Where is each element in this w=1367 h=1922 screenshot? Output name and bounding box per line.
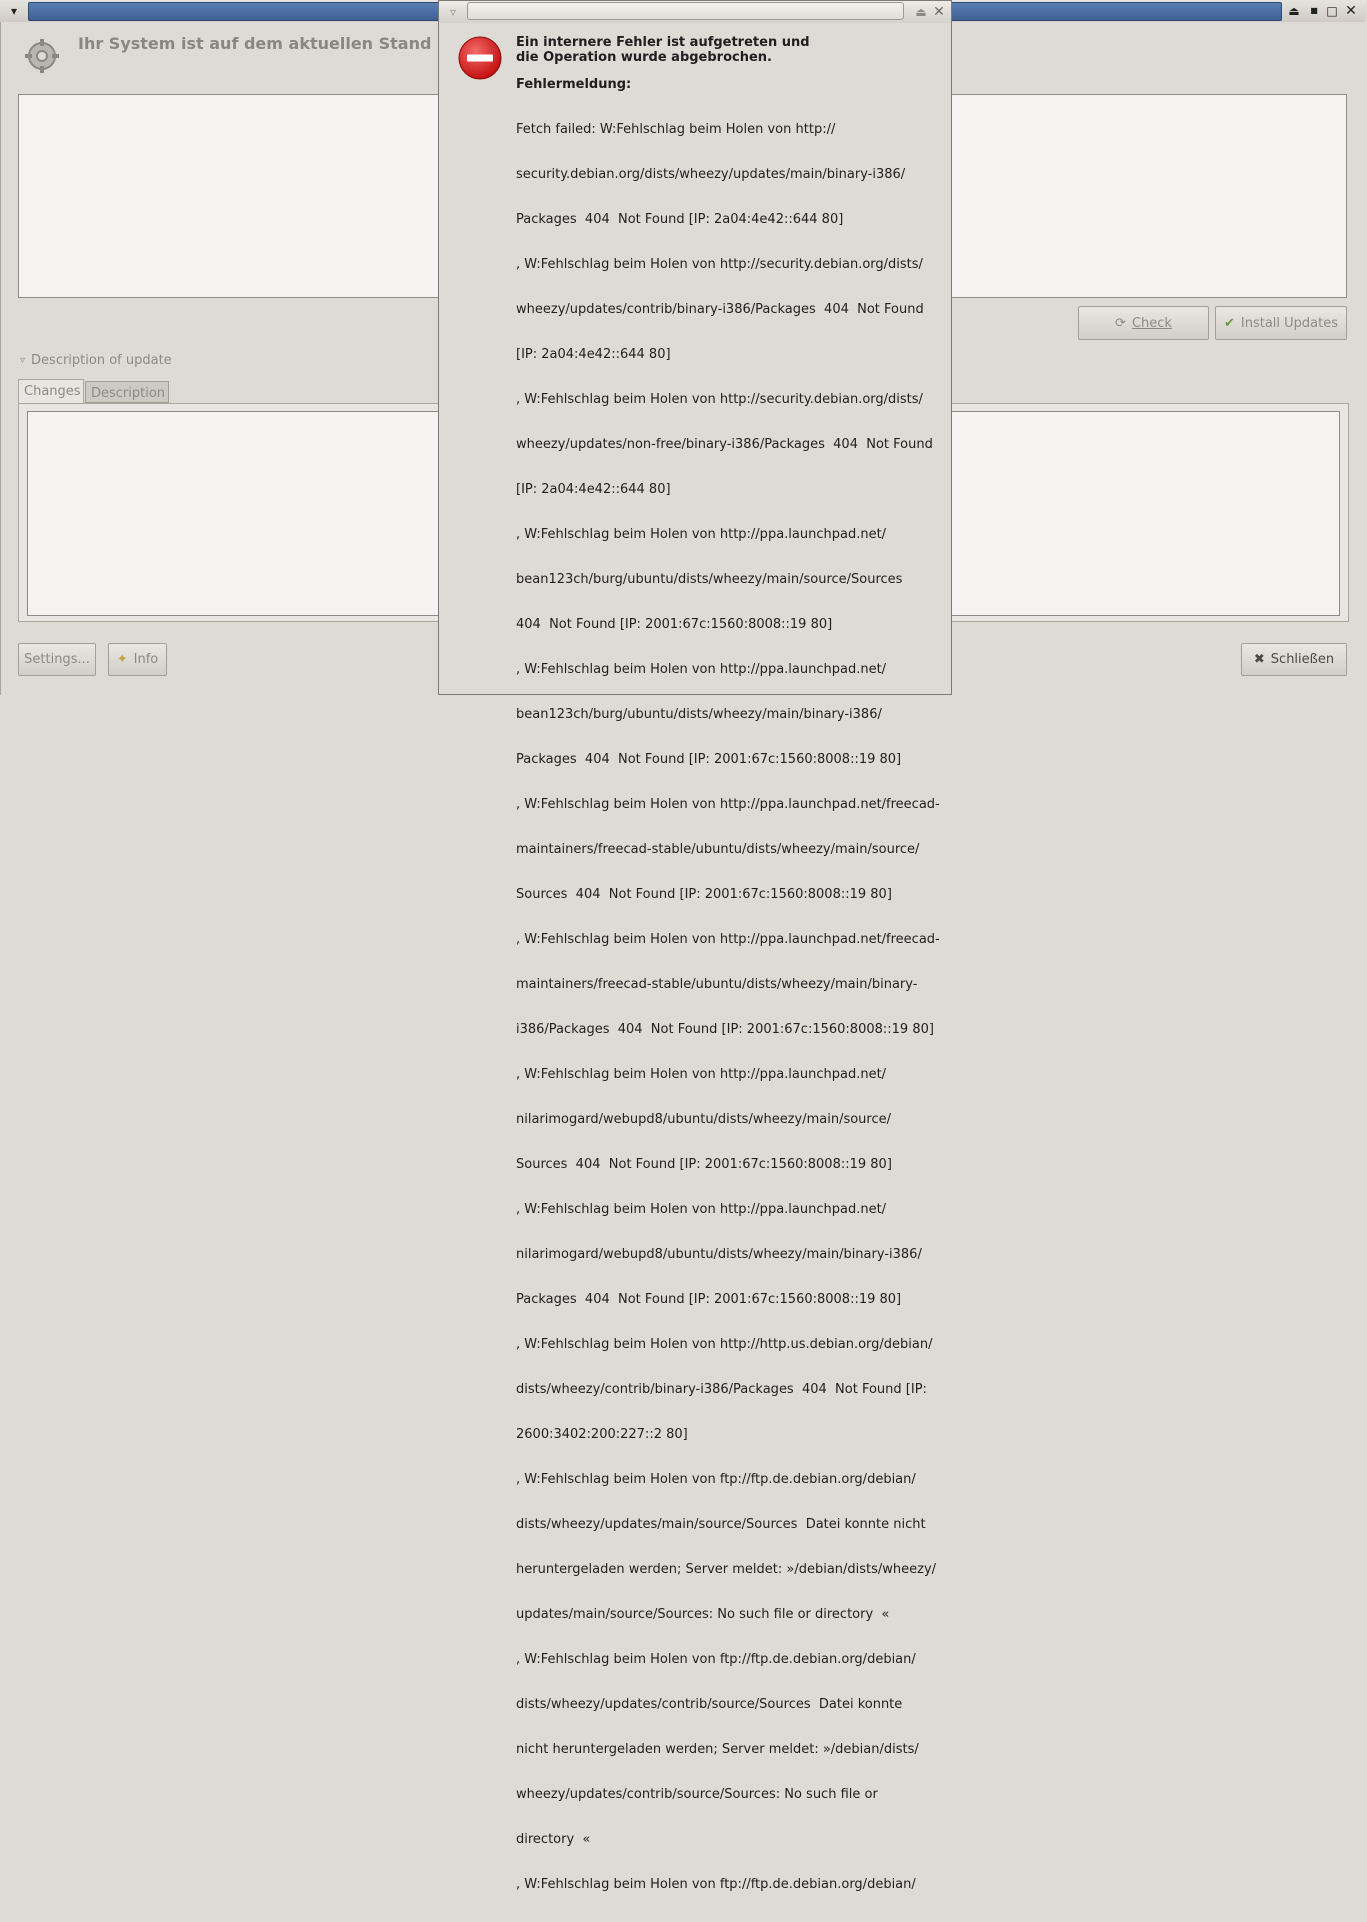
error-line: i386/Packages 404 Not Found [IP: 2001:67c:1560:8008::19 80]	[516, 1022, 934, 1037]
error-line: nilarimogard/webupd8/ubuntu/dists/wheezy/main/binary-i386/	[516, 1247, 922, 1262]
error-line: wheezy/updates/contrib/binary-i386/Packages 404 Not Found	[516, 302, 924, 317]
error-line: dists/wheezy/updates/contrib/source/Sources Datei konnte	[516, 1697, 903, 1712]
dialog-heading-line: die Operation wurde abgebrochen.	[516, 50, 772, 65]
error-line: heruntergeladen werden; Server meldet: »/debian/dists/wheezy/	[516, 1562, 937, 1577]
update-manager-icon	[24, 38, 60, 74]
error-line: [IP: 2a04:4e42::644 80]	[516, 482, 671, 497]
maximize-icon[interactable]: □	[1326, 4, 1338, 18]
refresh-icon: ⟳	[1115, 315, 1126, 331]
settings-button[interactable]	[18, 643, 96, 676]
expander-label: Description of update	[31, 353, 172, 368]
dialog-titlebar[interactable]	[439, 1, 951, 23]
error-line: Sources 404 Not Found [IP: 2001:67c:1560:8008::19 80]	[516, 887, 892, 902]
error-line: , W:Fehlschlag beim Holen von http://security.debian.org/dists/	[516, 257, 923, 272]
error-line: , W:Fehlschlag beim Holen von http://security.debian.org/dists/	[516, 392, 923, 407]
window-menu-icon[interactable]: ▾	[10, 4, 18, 18]
dialog-menu-icon[interactable]: ▿	[449, 5, 457, 19]
tab-changes[interactable]: Changes	[18, 379, 84, 403]
error-dialog	[438, 0, 952, 1892]
settings-button-label: Settings...	[24, 652, 90, 667]
error-line: nilarimogard/webupd8/ubuntu/dists/wheezy/main/source/	[516, 1112, 891, 1127]
error-line: , W:Fehlschlag beim Holen von ftp://ftp.de.debian.org/debian/	[516, 1877, 916, 1892]
error-line: dists/wheezy/contrib/binary-i386/Packages 404 Not Found [IP:	[516, 1382, 927, 1397]
error-line: , W:Fehlschlag beim Holen von http://ppa.launchpad.net/	[516, 1067, 887, 1082]
shade-icon[interactable]: ⏏	[1288, 4, 1300, 18]
checkmark-icon: ✔	[1223, 315, 1235, 331]
error-line: Packages 404 Not Found [IP: 2001:67c:1560:8008::19 80]	[516, 1292, 902, 1307]
error-line: Packages 404 Not Found [IP: 2a04:4e42::644 80]	[516, 212, 844, 227]
error-line: , W:Fehlschlag beim Holen von ftp://ftp.de.debian.org/debian/	[516, 1472, 916, 1487]
error-line: wheezy/updates/non-free/binary-i386/Packages 404 Not Found	[516, 437, 933, 452]
error-stop-icon	[458, 36, 502, 80]
error-line: wheezy/updates/contrib/source/Sources: No such file or	[516, 1787, 878, 1802]
close-button-label: Schließen	[1270, 652, 1335, 667]
check-button-label: Check	[1131, 315, 1172, 331]
error-line: , W:Fehlschlag beim Holen von http://ppa.launchpad.net/	[516, 662, 887, 677]
error-line: security.debian.org/dists/wheezy/updates/main/binary-i386/	[516, 167, 906, 182]
close-icon[interactable]: ✕	[1345, 3, 1357, 19]
error-line: [IP: 2a04:4e42::644 80]	[516, 347, 671, 362]
error-line: directory «	[516, 1832, 591, 1847]
dialog-heading	[516, 35, 810, 65]
install-updates-button[interactable]	[1215, 306, 1347, 340]
error-line: maintainers/freecad-stable/ubuntu/dists/wheezy/main/source/	[516, 842, 920, 857]
check-button[interactable]	[1078, 306, 1209, 340]
error-line: bean123ch/burg/ubuntu/dists/wheezy/main/binary-i386/	[516, 707, 882, 722]
error-details-label: Fehlermeldung:	[516, 77, 632, 92]
dialog-heading-line: Ein internere Fehler ist aufgetreten und	[516, 35, 810, 50]
expander-arrow-icon: ▿	[20, 355, 26, 366]
description-expander[interactable]	[20, 353, 172, 368]
install-button-label: Install Updates	[1240, 315, 1339, 331]
error-line: bean123ch/burg/ubuntu/dists/wheezy/main/source/Sources	[516, 572, 903, 587]
info-button[interactable]	[108, 643, 167, 676]
error-line: , W:Fehlschlag beim Holen von http://ppa.launchpad.net/freecad-	[516, 797, 940, 812]
error-line: nicht heruntergeladen werden; Server meldet: »/debian/dists/	[516, 1742, 919, 1757]
close-button[interactable]	[1241, 643, 1347, 676]
status-heading: Ihr System ist auf dem aktuellen Stand	[78, 34, 432, 53]
dialog-title-area[interactable]	[467, 2, 904, 20]
error-line: Fetch failed: W:Fehlschlag beim Holen von http://	[516, 122, 836, 137]
error-details-text[interactable]	[516, 92, 941, 1922]
error-line: maintainers/freecad-stable/ubuntu/dists/wheezy/main/binary-	[516, 977, 918, 992]
info-button-label: Info	[133, 652, 159, 667]
error-line: , W:Fehlschlag beim Holen von http://http.us.debian.org/debian/	[516, 1337, 933, 1352]
error-line: Packages 404 Not Found [IP: 2001:67c:1560:8008::19 80]	[516, 752, 902, 767]
error-line: dists/wheezy/updates/main/source/Sources Datei konnte nicht	[516, 1517, 926, 1532]
tab-description[interactable]: Description	[85, 381, 169, 403]
close-x-icon: ✖	[1253, 652, 1265, 667]
error-line: , W:Fehlschlag beim Holen von http://ppa.launchpad.net/freecad-	[516, 932, 940, 947]
error-line: , W:Fehlschlag beim Holen von http://ppa.launchpad.net/	[516, 1202, 887, 1217]
minimize-icon[interactable]: ■	[1310, 6, 1318, 15]
dialog-close-icon[interactable]: ✕	[933, 4, 945, 20]
error-line: , W:Fehlschlag beim Holen von http://ppa.launchpad.net/	[516, 527, 887, 542]
error-line: 404 Not Found [IP: 2001:67c:1560:8008::19 80]	[516, 617, 833, 632]
error-line: , W:Fehlschlag beim Holen von ftp://ftp.de.debian.org/debian/	[516, 1652, 916, 1667]
info-icon: ✦	[116, 652, 128, 667]
dialog-shade-icon[interactable]: ⏏	[915, 5, 927, 19]
error-line: 2600:3402:200:227::2 80]	[516, 1427, 688, 1442]
error-line: Sources 404 Not Found [IP: 2001:67c:1560:8008::19 80]	[516, 1157, 892, 1172]
error-line: updates/main/source/Sources: No such file or directory «	[516, 1607, 890, 1622]
